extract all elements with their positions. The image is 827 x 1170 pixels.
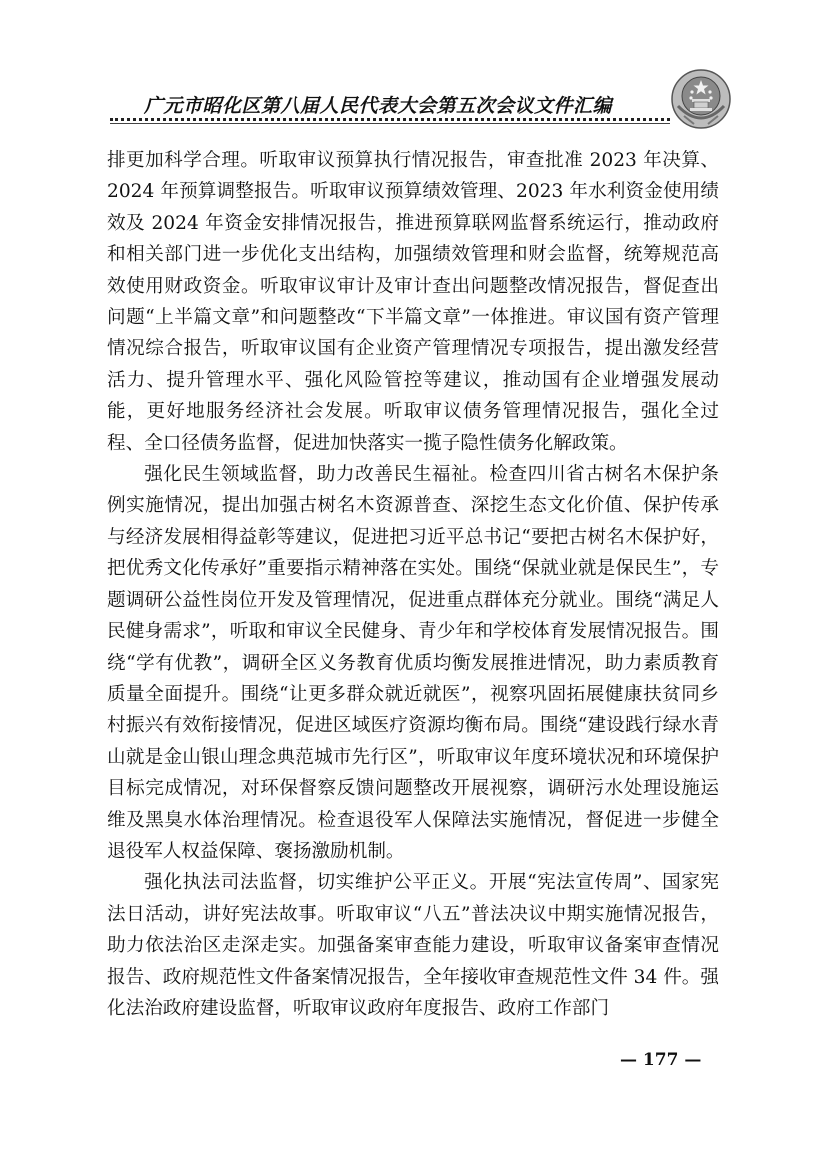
page-number: — 177 — (620, 1050, 702, 1070)
paragraph-1: 排更加科学合理。听取审议预算执行情况报告，审查批准 2023 年决算、2024 年预算调整报告。听取审议预算绩效管理、2023 年水利资金使用绩效及 2024 年资金安排情况报告，推进预算联网监督系统运行，推动政府和相关部门进一步优化支出结构，加强绩效管理和财会监督，统筹规范高效使用财政资金。听取审议审计及审计查出问题整改情况报告，督促查出问题“上半篇文章”和问题整改“下半篇文章”一体推进。审议国有资产管理情况综合报告，听取审议国有企业资产管理情况专项报告，提出激发经营活力、提升管理水平、强化风险管控等建议，推动国有企业增强发展动能，更好地服务经济社会发展。听取审议债务管理情况报告，强化全过程、全口径债务监督，促进加快落实一揽子隐性债务化解政策。 (107, 150, 719, 454)
paragraph-2: 强化民生领域监督，助力改善民生福祉。检查四川省古树名木保护条例实施情况，提出加强古树名木资源普查、深挖生态文化价值、保护传承与经济发展相得益彰等建议，促进把习近平总书记“要把古树名木保护好，把优秀文化传承好”重要指示精神落在实处。围绕“保就业就是保民生”，专题调研公益性岗位开发及管理情况，促进重点群体充分就业。围绕“满足人民健身需求”，听取和审议全民健身、青少年和学校体育发展情况报告。围绕“学有优教”，调研全区义务教育优质均衡发展推进情况，助力素质教育质量全面提升。围绕“让更多群众就近就医”，视察巩固拓展健康扶贫同乡村振兴有效衔接情况，促进区域医疗资源均衡布局。围绕“建设践行绿水青山就是金山银山理念典范城市先行区”，听取审议年度环境状况和环境保护目标完成情况，对环保督察反馈问题整改开展视察，调研污水处理设施运维及黑臭水体治理情况。检查退役军人保障法实施情况，督促进一步健全退役军人权益保障、褒扬激励机制。 (107, 464, 719, 862)
paragraph-3: 强化执法司法监督，切实维护公平正义。开展“宪法宣传周”、国家宪法日活动，讲好宪法故事。听取审议“八五”普法决议中期实施情况报告，助力依法治区走深走实。加强备案审查能力建设，听取审议备案审查情况报告、政府规范性文件备案情况报告，全年接收审查规范性文件 34 件。强化法治政府建设监督，听取审议政府年度报告、政府工作部门 (107, 872, 719, 1019)
header-rule (110, 123, 670, 124)
body-text (107, 145, 719, 1024)
header-title: 广元市昭化区第八届人民代表大会第五次会议文件汇编 (144, 95, 613, 117)
running-header (110, 66, 710, 132)
national-emblem-icon (670, 68, 732, 130)
header-dotted-rule (110, 118, 670, 121)
